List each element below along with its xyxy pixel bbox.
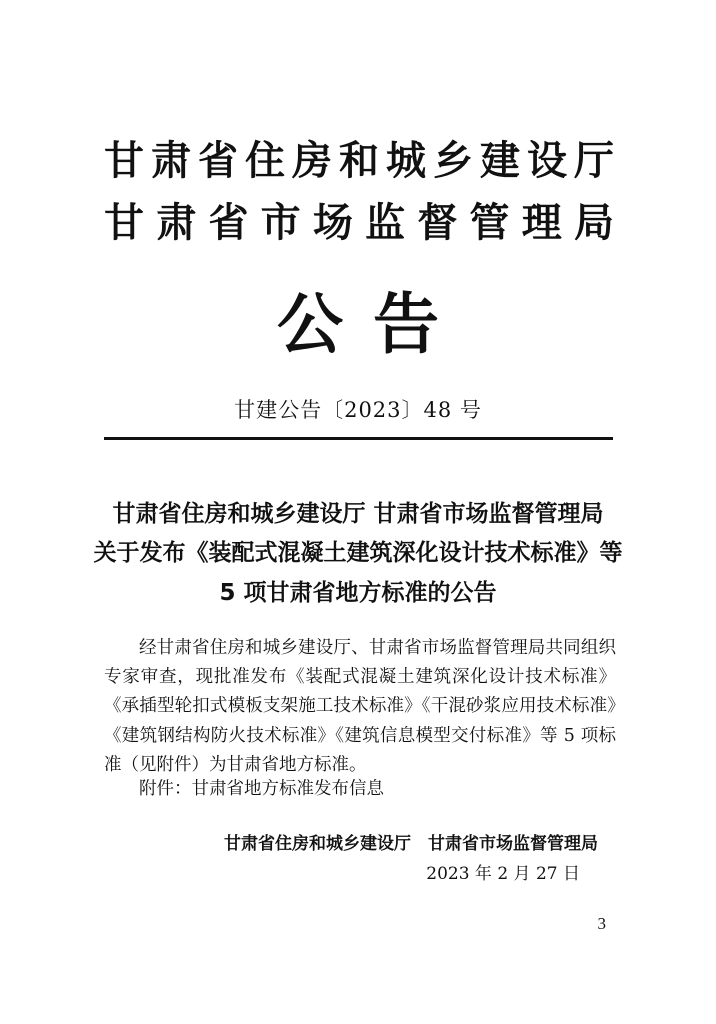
document-type-heading: 公告	[277, 285, 469, 363]
title-line-2: 关于发布《装配式混凝土建筑深化设计技术标准》等	[93, 540, 623, 566]
issue-date: 2023 年 2 月 27 日	[426, 864, 580, 884]
title-line-1: 甘肃省住房和城乡建设厅 甘肃省市场监督管理局	[112, 501, 604, 527]
title-line-3: 5 项甘肃省地方标准的公告	[219, 580, 497, 606]
page-number: 3	[597, 914, 606, 933]
attachment-note: 附件：甘肃省地方标准发布信息	[139, 779, 384, 799]
issuer-line-1: 甘肃省住房和城乡建设厅	[104, 137, 614, 184]
header-divider	[104, 437, 613, 440]
document-number: 甘建公告〔2023〕48 号	[234, 398, 482, 422]
issuer-line-2: 甘肃省市场监督管理局	[104, 199, 614, 246]
signature-block: 甘肃省住房和城乡建设厅 甘肃省市场监督管理局	[224, 834, 598, 854]
body-paragraph: 经甘肃省住房和城乡建设厅、甘肃省市场监督管理局共同组织专家审查，现批准发布《装配式混凝土建筑深化设计技术标准》《承插型轮扣式模板支架施工技术标准》《干混砂浆应用技术标准》《建筑钢结构防火技术标准》《建筑信息模型交付标准》等 5 项标准（见附件）为甘肃省地方标准。	[104, 638, 616, 775]
